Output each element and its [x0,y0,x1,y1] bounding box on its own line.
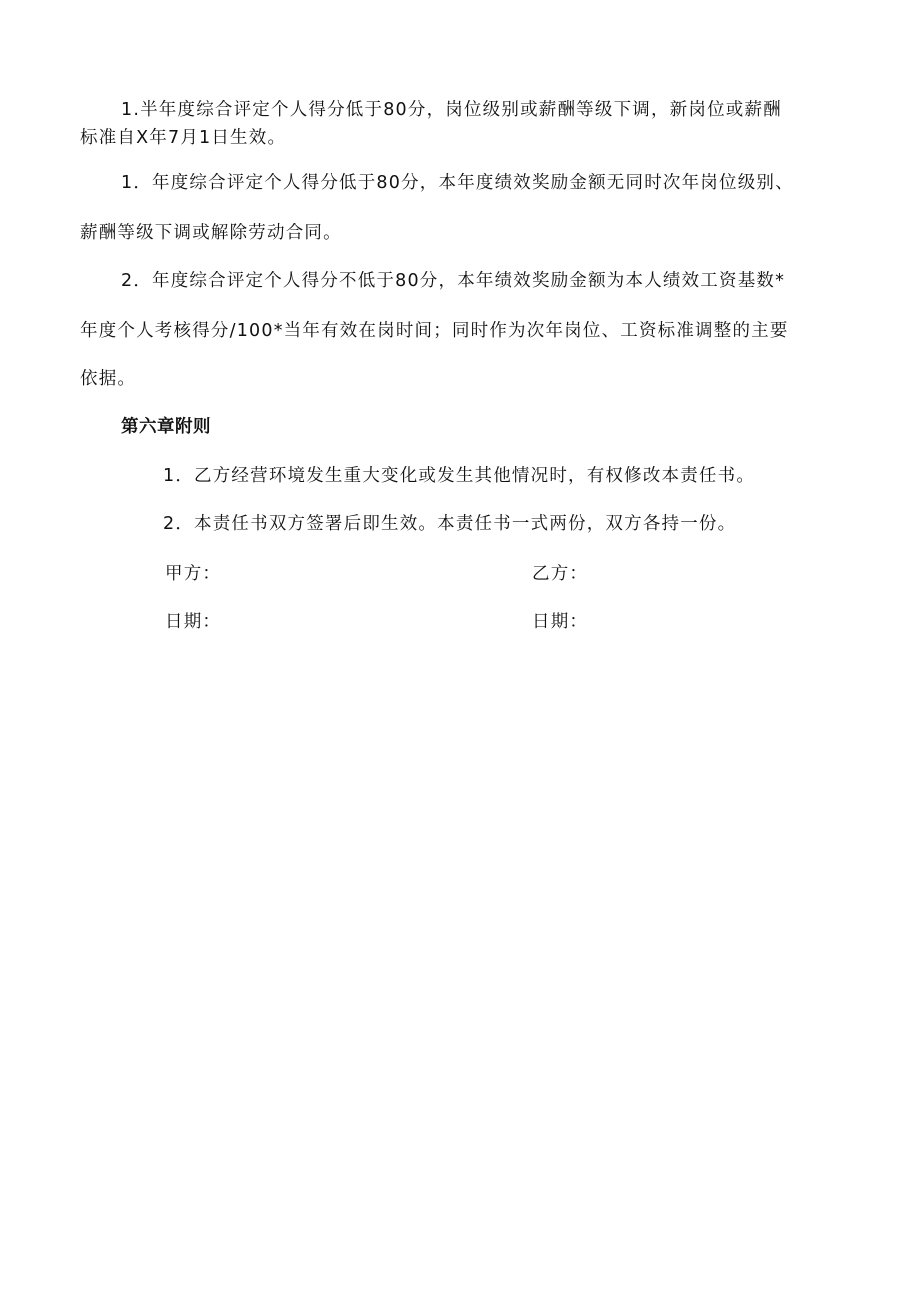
party-a-label: 甲方： [165,564,222,584]
para3-line3: 依据。 [80,369,137,389]
para3-line2: 年度个人考核得分/100*当年有效在岗时间；同时作为次年岗位、工资标准调整的主要 [80,321,789,341]
clause-2: 2．本责任书双方签署后即生效。本责任书一式两份，双方各持一份。 [163,514,737,534]
para1-line1: 1.半年度综合评定个人得分低于80分，岗位级别或薪酬等级下调，新岗位或薪酬 [121,100,782,120]
chapter-heading: 第六章附则 [121,417,211,437]
date-b-label: 日期： [532,612,589,632]
para3-line1: 2．年度综合评定个人得分不低于80分，本年绩效奖励金额为本人绩效工资基数* [121,271,786,291]
para2-line2: 薪酬等级下调或解除劳动合同。 [80,223,342,243]
clause-1: 1．乙方经营环境发生重大变化或发生其他情况时，有权修改本责任书。 [163,466,756,486]
date-a-label: 日期： [165,612,222,632]
para1-line2: 标准自X年7月1日生效。 [80,128,287,148]
para2-line1: 1．年度综合评定个人得分低于80分，本年度绩效奖励金额无同时次年岗位级别、 [121,173,794,193]
party-b-label: 乙方： [532,564,589,584]
